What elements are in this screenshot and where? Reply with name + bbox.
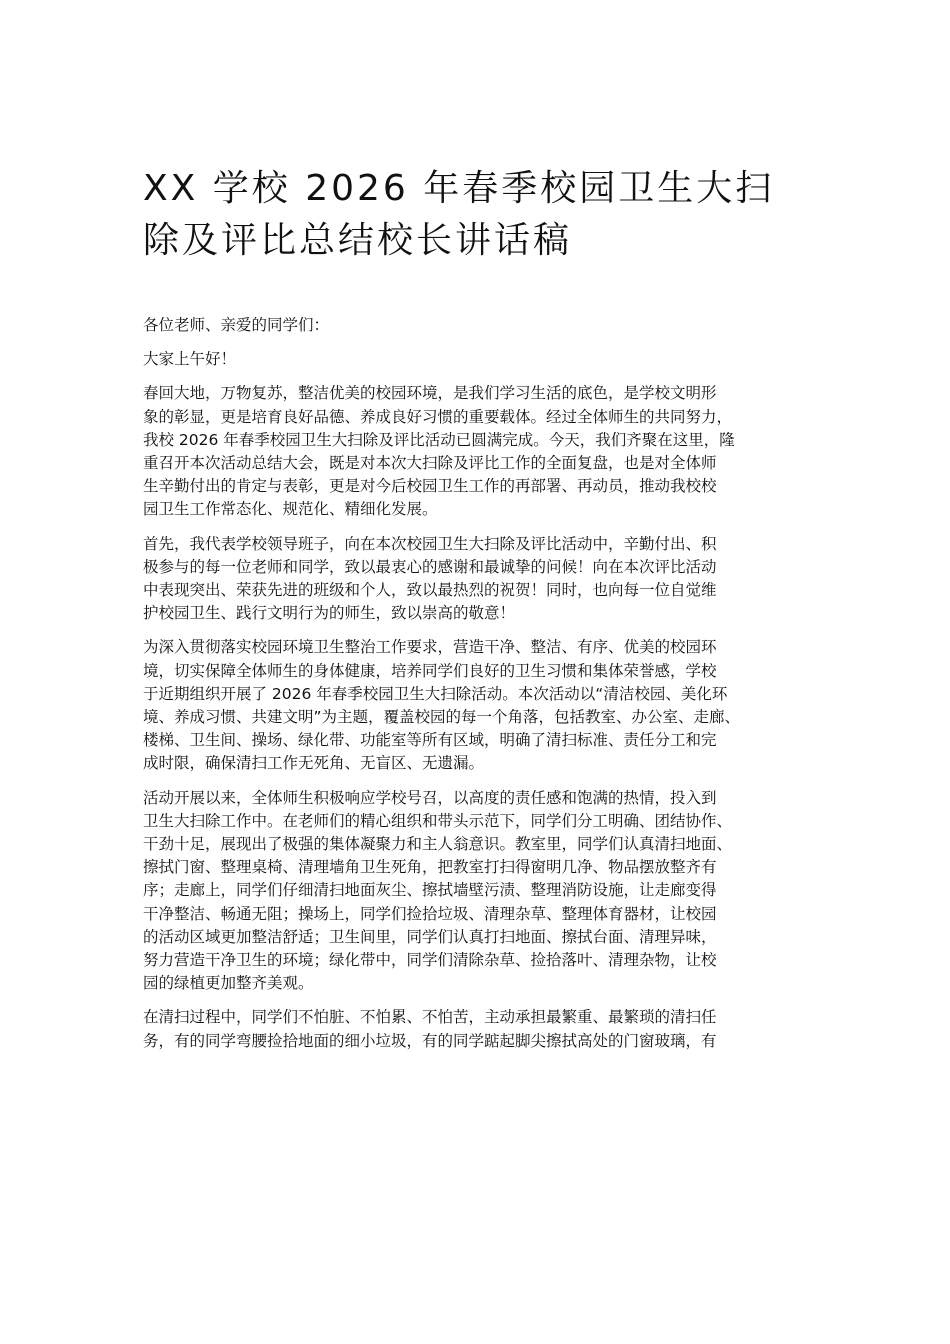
text-line: 卫生大扫除工作中。在老师们的精心组织和带头示范下，同学们分工明确、团结协作、: [143, 811, 733, 830]
text-line: 园卫生工作常态化、规范化、精细化发展。: [143, 500, 438, 519]
text-line: 序；走廊上，同学们仔细清扫地面灰尘、擦拭墙壁污渍、整理消防设施，让走廊变得: [143, 881, 717, 900]
text-line: 春回大地，万物复苏，整洁优美的校园环境，是我们学习生活的底色，是学校文明形: [143, 384, 717, 403]
greeting: [143, 348, 823, 371]
text-line: 务，有的同学弯腰捡拾地面的细小垃圾，有的同学踮起脚尖擦拭高处的门窗玻璃，有: [143, 1031, 717, 1050]
text-line: 为深入贯彻落实校园环境卫生整治工作要求，营造干净、整洁、有序、优美的校园环: [143, 638, 717, 657]
document-title: [143, 163, 813, 267]
salutation: [143, 314, 823, 337]
text-line: 极参与的每一位老师和同学，致以最衷心的感谢和最诚挚的问候！向在本次评比活动: [143, 557, 717, 576]
text-line: 生辛勤付出的肯定与表彰，更是对今后校园卫生工作的再部署、再动员，推动我校校: [143, 477, 717, 496]
text-line: 成时限，确保清扫工作无死角、无盲区、无遗漏。: [143, 754, 485, 773]
text-line: 园的绿植更加整齐美观。: [143, 974, 314, 993]
text-line: 各位老师、亲爱的同学们：: [143, 316, 330, 334]
text-line: 境，切实保障全体师生的身体健康，培养同学们良好的卫生习惯和集体荣誉感，学校: [143, 661, 717, 680]
text-line: 境、养成习惯、共建文明”为主题，覆盖校园的每一个角落，包括教室、办公室、走廊、: [143, 708, 741, 727]
text-line: 干劲十足，展现出了极强的集体凝聚力和主人翁意识。教室里，同学们认真清扫地面、: [143, 835, 733, 854]
text-line: 活动开展以来，全体师生积极响应学校号召，以高度的责任感和饱满的热情，投入到: [143, 788, 717, 807]
text-line: 于近期组织开展了 2026 年春季校园卫生大扫除活动。本次活动以“清洁校园、美化环: [143, 684, 728, 703]
text-line: 的活动区域更加整洁舒适；卫生间里，同学们认真打扫地面、擦拭台面、清理异味，: [143, 927, 717, 946]
text-line: 首先，我代表学校领导班子，向在本次校园卫生大扫除及评比活动中，辛勤付出、积: [143, 534, 717, 553]
text-line: 大家上午好！: [143, 350, 237, 369]
paragraph-intro: [143, 382, 823, 521]
text-line: 楼梯、卫生间、操场、绿化带、功能室等所有区域，明确了清扫标准、责任分工和完: [143, 731, 717, 750]
text-line: 在清扫过程中，同学们不怕脏、不怕累、不怕苦，主动承担最繁重、最繁琐的清扫任: [143, 1008, 717, 1027]
title-line: XX 学校 2026 年春季校园卫生大扫: [143, 168, 775, 209]
text-line: 干净整洁、畅通无阻；操场上，同学们捡拾垃圾、清理杂草、整理体育器材，让校园: [143, 904, 717, 923]
text-line: 中表现突出、荣获先进的班级和个人，致以最热烈的祝贺！同时，也向每一位自觉维: [143, 581, 717, 600]
text-line: 重召开本次活动总结大会，既是对本次大扫除及评比工作的全面复盘，也是对全体师: [143, 454, 717, 473]
text-line: 护校园卫生、践行文明行为的师生，致以崇高的敬意！: [143, 604, 516, 623]
paragraph-background: [143, 636, 823, 775]
paragraph-thanks: [143, 533, 823, 626]
text-line: 我校 2026 年春季校园卫生大扫除及评比活动已圆满完成。今天，我们齐聚在这里，隆: [143, 430, 735, 449]
title-line: 除及评比总结校长讲话稿: [143, 220, 573, 261]
text-line: 努力营造干净卫生的环境；绿化带中，同学们清除杂草、捡拾落叶、清理杂物，让校: [143, 951, 717, 970]
document-body: [143, 314, 823, 1064]
text-line: 象的彰显，更是培育良好品德、养成良好习惯的重要载体。经过全体师生的共同努力，: [143, 407, 733, 426]
paragraph-activities: [143, 787, 823, 996]
text-line: 擦拭门窗、整理桌椅、清理墙角卫生死角，把教室打扫得窗明几净、物品摆放整齐有: [143, 858, 717, 877]
paragraph-process: [143, 1006, 823, 1052]
